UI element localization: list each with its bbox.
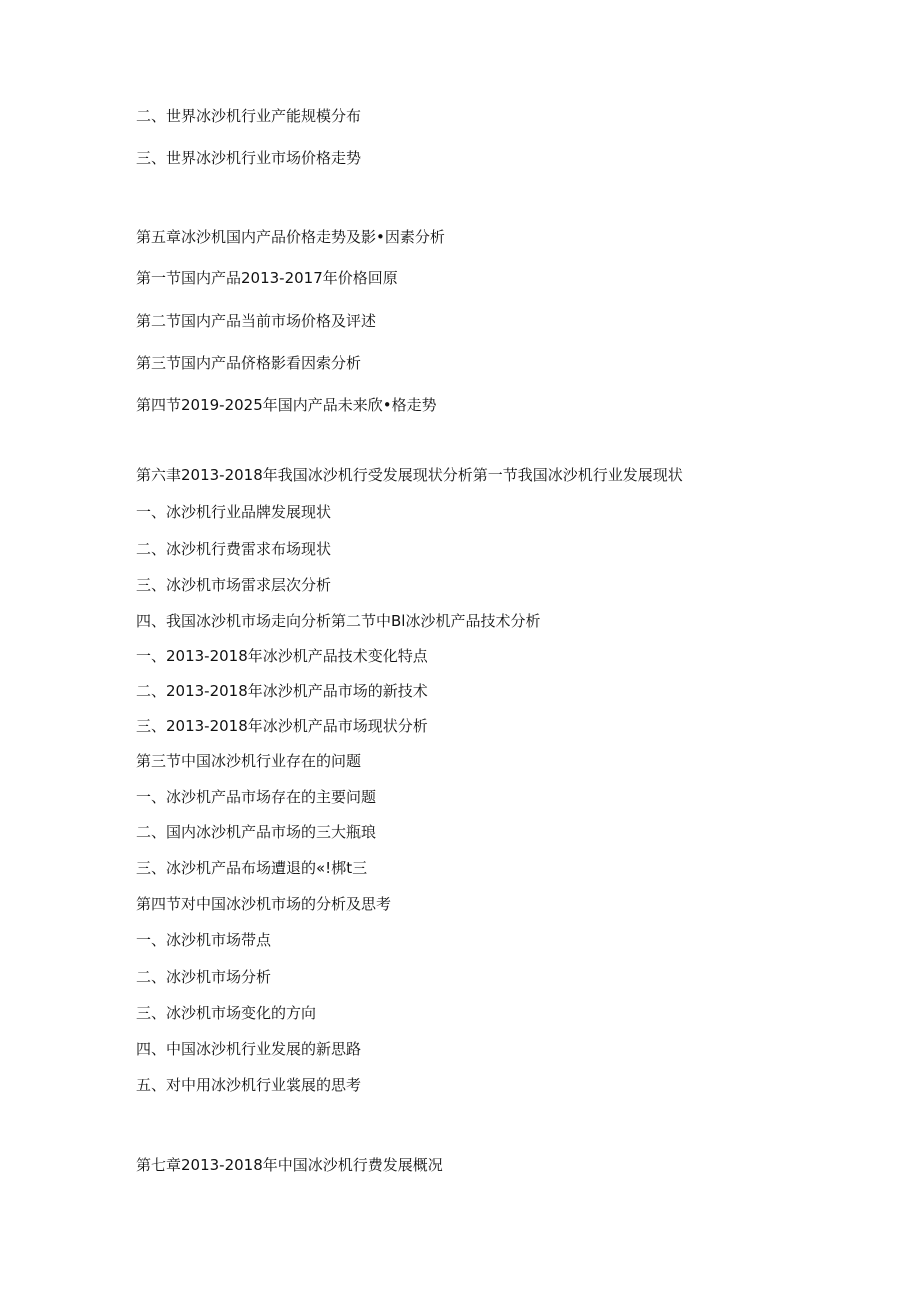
toc-line: 第三节中国冰沙机行业存在的问题 [136, 752, 362, 770]
toc-line: 三、冰沙机市场雷求层次分析 [136, 576, 332, 594]
toc-line: 三、世界冰沙机行业市场价格走势 [136, 149, 362, 167]
toc-line: 第一节国内产品2013-2017年价格回原 [136, 269, 398, 287]
toc-line: 三、2013-2018年冰沙机产品市场现状分析 [136, 717, 428, 735]
toc-line: 一、2013-2018年冰沙机产品技术变化特点 [136, 647, 428, 665]
toc-line: 一、冰沙机市场带点 [136, 931, 272, 949]
toc-line: 三、冰沙机市场变化的方向 [136, 1004, 317, 1022]
chapter-heading: 第六聿2013-2018年我国冰沙机行受发展现状分析第一节我国冰沙机行业发展现状 [136, 466, 683, 484]
toc-line: 一、冰沙机产品市场存在的主要问题 [136, 788, 377, 806]
toc-line: 四、我国冰沙机市场走向分析第二节中Bl冰沙机产品技术分析 [136, 612, 541, 630]
toc-line: 一、冰沙机行业品牌发展现状 [136, 503, 332, 521]
chapter-heading: 第七章2013-2018年中国冰沙机行费发展概况 [136, 1156, 443, 1174]
toc-line: 三、冰沙机产品布场遭退的«!梆t三 [136, 859, 368, 877]
toc-line: 二、世界冰沙机行业产能规模分布 [136, 107, 362, 125]
toc-line: 二、国内冰沙机产品市场的三大瓶琅 [136, 823, 377, 841]
toc-line: 二、冰沙机行费雷求布场现状 [136, 540, 332, 558]
toc-line: 二、2013-2018年冰沙机产品市场的新技术 [136, 682, 428, 700]
toc-line: 第四节2019-2025年国内产品未来欣•格走势 [136, 396, 437, 414]
toc-line: 五、对中用冰沙机行业裳展的思考 [136, 1076, 362, 1094]
toc-line: 四、中国冰沙机行业发展的新思路 [136, 1040, 362, 1058]
chapter-heading: 第五章冰沙机国内产品价格走势及影•因素分析 [136, 228, 445, 246]
toc-line: 第三节国内产品侪格影看因索分析 [136, 354, 362, 372]
toc-line: 二、冰沙机市场分析 [136, 968, 272, 986]
toc-line: 第四节对中国冰沙机市场的分析及思考 [136, 895, 392, 913]
toc-line: 第二节国内产品当前市场价格及评述 [136, 312, 377, 330]
